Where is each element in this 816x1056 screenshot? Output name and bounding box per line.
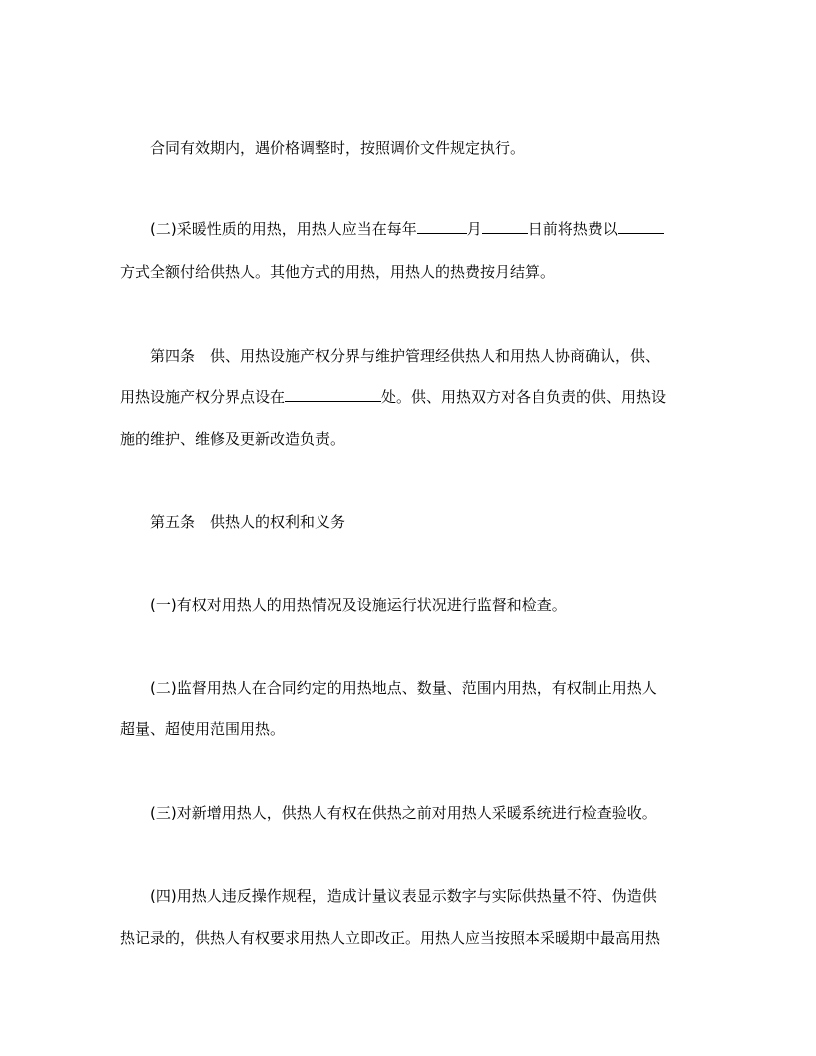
text-segment: 第五条 供热人的权利和义务 bbox=[150, 513, 346, 531]
text-segment: 处。供、用热双方对各自负责的供、用热设 bbox=[381, 388, 667, 406]
text-segment: (二)监督用热人在合同约定的用热地点、数量、范围内用热，有权制止用热人 bbox=[150, 679, 657, 697]
text-line bbox=[120, 387, 700, 407]
text-segment: 热记录的，供热人有权要求用热人立即改正。用热人应当按照本采暖期中最高用热 bbox=[120, 929, 661, 947]
text-segment: 合同有效期内，遇价格调整时，按照调价文件规定执行。 bbox=[150, 139, 526, 157]
text-line bbox=[150, 678, 730, 698]
text-line bbox=[120, 262, 700, 282]
text-line bbox=[150, 803, 730, 823]
fill-in-blank bbox=[417, 219, 467, 234]
text-line bbox=[150, 219, 730, 239]
fill-in-blank bbox=[618, 219, 664, 234]
text-line bbox=[150, 512, 730, 532]
text-segment: (四)用热人违反操作规程，造成计量议表显示数字与实际供热量不符、伪造供 bbox=[150, 887, 657, 905]
text-segment: 超量、超使用范围用热。 bbox=[120, 720, 286, 738]
text-line bbox=[120, 928, 700, 948]
text-segment: 用热设施产权分界点设在 bbox=[120, 388, 286, 406]
fill-in-blank bbox=[285, 387, 381, 402]
text-segment: 日前将热费以 bbox=[527, 220, 618, 238]
text-segment: 方式全额付给供热人。其他方式的用热，用热人的热费按月结算。 bbox=[120, 263, 556, 281]
text-segment: (一)有权对用热人的用热情况及设施运行状况进行监督和检查。 bbox=[150, 596, 567, 614]
fill-in-blank bbox=[482, 219, 528, 234]
text-segment: 第四条 供、用热设施产权分界与维护管理经供热人和用热人协商确认，供、 bbox=[150, 347, 661, 365]
text-line bbox=[150, 346, 730, 366]
text-line bbox=[120, 429, 700, 449]
text-line bbox=[150, 138, 730, 158]
text-segment: (三)对新增用热人，供热人有权在供热之前对用热人采暖系统进行检查验收。 bbox=[150, 804, 657, 822]
text-line bbox=[150, 886, 730, 906]
text-segment: 施的维护、维修及更新改造负责。 bbox=[120, 430, 346, 448]
text-line bbox=[120, 719, 700, 739]
text-line bbox=[150, 595, 730, 615]
text-segment: (二)采暖性质的用热，用热人应当在每年 bbox=[150, 220, 417, 238]
text-segment: 月 bbox=[466, 220, 482, 238]
